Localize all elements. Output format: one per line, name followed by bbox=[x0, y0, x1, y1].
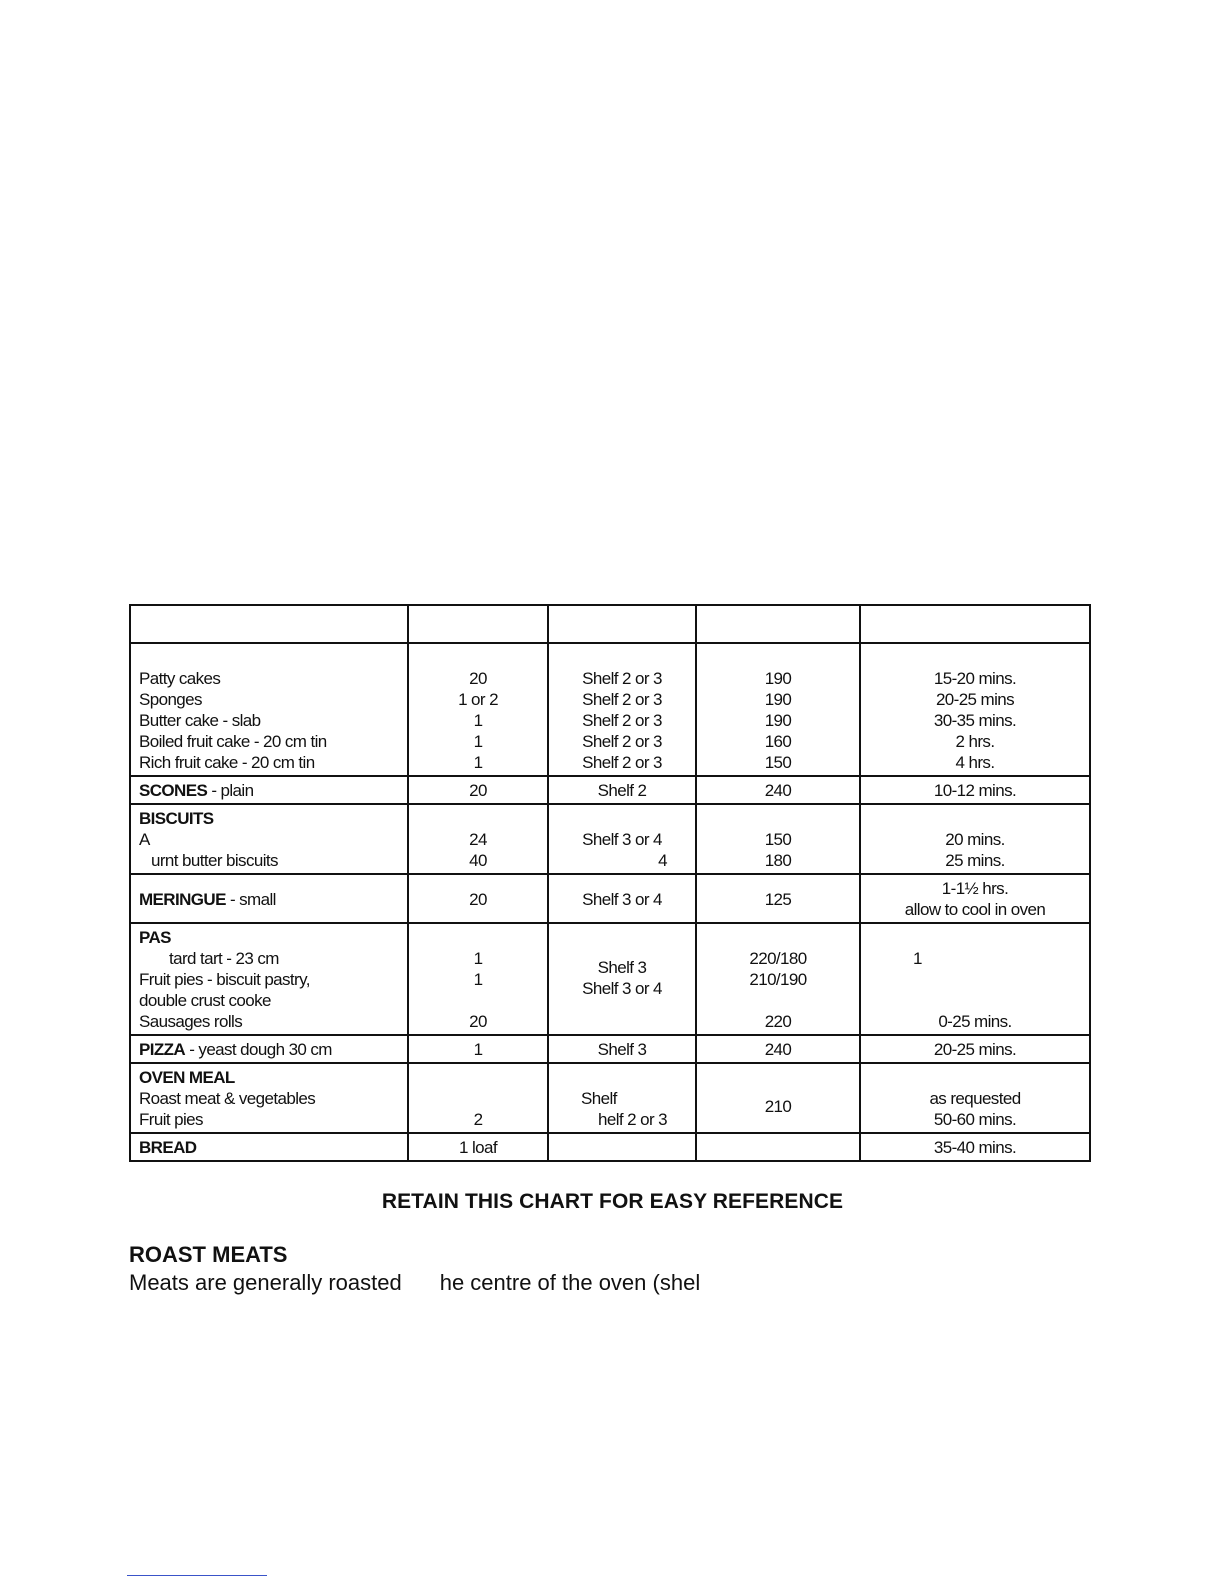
cakes-temp: 190 bbox=[764, 711, 792, 730]
cakes-shelf: Shelf 2 or 3 bbox=[582, 753, 662, 772]
oven-meal-temp: 210 bbox=[696, 1063, 860, 1133]
pastry-time bbox=[869, 990, 1081, 1011]
oven-meal-time: as requested bbox=[929, 1089, 1021, 1108]
bread-food-cell bbox=[130, 1133, 408, 1161]
pastry-item: tard tart - 23 cm bbox=[169, 949, 279, 968]
biscuits-temp: 180 bbox=[764, 851, 792, 870]
table-row-bread bbox=[130, 1133, 1090, 1161]
oven-meal-qty-cell bbox=[408, 1063, 548, 1133]
cakes-time: 20-25 mins bbox=[935, 690, 1015, 709]
biscuits-time: 25 mins. bbox=[945, 851, 1005, 870]
scones-time: 10-12 mins. bbox=[860, 776, 1090, 804]
meringue-title: MERINGUE bbox=[139, 889, 226, 909]
pizza-suffix: - yeast dough 30 cm bbox=[185, 1040, 332, 1059]
cakes-item: Rich fruit cake - 20 cm tin bbox=[139, 753, 315, 772]
biscuits-item: urnt butter biscuits bbox=[151, 851, 278, 870]
bread-shelf bbox=[548, 1133, 696, 1161]
header-row bbox=[130, 605, 1090, 643]
biscuits-food-cell bbox=[130, 804, 408, 874]
cakes-item: Sponges bbox=[139, 690, 202, 709]
table-row-meringue bbox=[130, 874, 1090, 923]
cakes-qty-cell bbox=[408, 643, 548, 776]
cakes-time: 2 hrs. bbox=[955, 732, 995, 751]
biscuits-time-cell bbox=[860, 804, 1090, 874]
pizza-shelf: Shelf 3 bbox=[548, 1035, 696, 1063]
header-cell-time bbox=[860, 605, 1090, 643]
table-row-cakes bbox=[130, 643, 1090, 776]
bread-qty: 1 loaf bbox=[408, 1133, 548, 1161]
pastry-temp: 220 bbox=[764, 1012, 792, 1031]
meringue-qty: 20 bbox=[408, 874, 548, 923]
cakes-time-cell bbox=[860, 643, 1090, 776]
cakes-temp: 190 bbox=[764, 690, 792, 709]
roast-text-part-b: he centre of the oven (shel bbox=[439, 1270, 701, 1295]
roast-meats-paragraph bbox=[129, 1270, 700, 1296]
pastry-qty: 20 bbox=[469, 1012, 487, 1031]
oven-meal-shelf: helf 2 or 3 bbox=[597, 1110, 667, 1129]
biscuits-title: BISCUITS bbox=[139, 809, 214, 828]
biscuits-shelf: Shelf 3 or 4 bbox=[582, 830, 662, 849]
roast-text-part-a: Meats are generally roasted bbox=[129, 1270, 402, 1295]
cakes-shelf-cell bbox=[548, 643, 696, 776]
oven-meal-item: Roast meat & vegetables bbox=[139, 1089, 316, 1108]
cakes-temp: 160 bbox=[764, 732, 792, 751]
pastry-time: 1 bbox=[913, 949, 922, 968]
header-cell-food bbox=[130, 605, 408, 643]
retain-chart-note: RETAIN THIS CHART FOR EASY REFERENCE bbox=[381, 1190, 844, 1213]
meringue-temp: 125 bbox=[696, 874, 860, 923]
cakes-shelf: Shelf 2 or 3 bbox=[582, 690, 662, 709]
oven-meal-time: 50-60 mins. bbox=[933, 1110, 1017, 1129]
pizza-title: PIZZA bbox=[139, 1040, 186, 1059]
oven-meal-shelf-cell bbox=[548, 1063, 696, 1133]
cakes-time: 30-35 mins. bbox=[933, 711, 1017, 730]
pastry-item: double crust cooke bbox=[139, 991, 271, 1010]
biscuits-temp-cell bbox=[696, 804, 860, 874]
scones-suffix: - plain bbox=[207, 781, 254, 800]
biscuits-temp: 150 bbox=[764, 830, 792, 849]
cakes-item: Patty cakes bbox=[139, 669, 221, 688]
pastry-title: PAS bbox=[139, 928, 171, 947]
pizza-temp: 240 bbox=[696, 1035, 860, 1063]
oven-meal-food-cell bbox=[130, 1063, 408, 1133]
pastry-temp: 210/190 bbox=[749, 970, 807, 989]
pastry-temp bbox=[705, 990, 851, 1011]
oven-meal-title: OVEN MEAL bbox=[139, 1068, 235, 1087]
cakes-qty: 1 bbox=[473, 711, 483, 730]
pastry-shelf: Shelf 3 or 4 bbox=[582, 979, 662, 998]
cakes-shelf: Shelf 2 or 3 bbox=[582, 711, 662, 730]
table-row-biscuits bbox=[130, 804, 1090, 874]
scones-food-cell bbox=[130, 776, 408, 804]
biscuits-qty: 40 bbox=[469, 851, 487, 870]
table-row-scones bbox=[130, 776, 1090, 804]
meringue-time-note: allow to cool in oven bbox=[904, 900, 1046, 919]
pastry-food-cell bbox=[130, 923, 408, 1035]
oven-meal-item: Fruit pies bbox=[139, 1110, 203, 1129]
cakes-item: Butter cake - slab bbox=[139, 711, 261, 730]
biscuits-qty: 24 bbox=[469, 830, 487, 849]
meringue-time-cell bbox=[860, 874, 1090, 923]
cakes-temp-cell bbox=[696, 643, 860, 776]
scones-title: SCONES bbox=[139, 781, 208, 800]
roast-meats-heading: ROAST MEATS bbox=[129, 1242, 288, 1267]
cakes-food-cell bbox=[130, 643, 408, 776]
cakes-shelf: Shelf 2 or 3 bbox=[582, 732, 662, 751]
pastry-item: Fruit pies - biscuit pastry, bbox=[139, 970, 310, 989]
header-cell-quantity bbox=[408, 605, 548, 643]
footer-link-underline bbox=[127, 1575, 267, 1576]
table-row-oven-meal bbox=[130, 1063, 1090, 1133]
pizza-food-cell bbox=[130, 1035, 408, 1063]
oven-meal-shelf: Shelf bbox=[581, 1089, 617, 1108]
cakes-qty: 1 bbox=[473, 732, 483, 751]
meringue-time: 1-1½ hrs. bbox=[941, 879, 1009, 898]
pastry-time: 0-25 mins. bbox=[938, 1012, 1012, 1031]
pastry-qty: 1 bbox=[473, 949, 483, 968]
cakes-time: 4 hrs. bbox=[955, 753, 995, 772]
oven-meal-time-cell bbox=[860, 1063, 1090, 1133]
table-row-pizza bbox=[130, 1035, 1090, 1063]
meringue-suffix: - small bbox=[225, 889, 276, 909]
cakes-item: Boiled fruit cake - 20 cm tin bbox=[139, 732, 327, 751]
biscuits-shelf: 4 bbox=[658, 851, 667, 870]
pastry-time bbox=[869, 969, 1081, 990]
scones-qty: 20 bbox=[408, 776, 548, 804]
biscuits-time: 20 mins. bbox=[945, 830, 1005, 849]
pastry-shelf: Shelf 3 bbox=[597, 958, 647, 977]
bread-title: BREAD bbox=[139, 1138, 197, 1157]
pizza-time: 20-25 mins. bbox=[860, 1035, 1090, 1063]
pastry-qty: 1 bbox=[473, 970, 483, 989]
pastry-qty bbox=[417, 990, 539, 1011]
scones-shelf: Shelf 2 bbox=[548, 776, 696, 804]
pastry-temp: 220/180 bbox=[749, 949, 807, 968]
pastry-time-cell bbox=[860, 923, 1090, 1035]
meringue-food-cell bbox=[130, 874, 408, 923]
cakes-qty: 20 bbox=[469, 669, 487, 688]
oven-meal-qty bbox=[417, 1088, 539, 1109]
header-cell-shelf bbox=[548, 605, 696, 643]
cakes-temp: 150 bbox=[764, 753, 792, 772]
cakes-shelf: Shelf 2 or 3 bbox=[582, 669, 662, 688]
cakes-temp: 190 bbox=[764, 669, 792, 688]
biscuits-shelf-cell bbox=[548, 804, 696, 874]
oven-meal-qty: 2 bbox=[473, 1110, 483, 1129]
pastry-item: Sausages rolls bbox=[139, 1012, 243, 1031]
biscuits-item: A bbox=[139, 830, 150, 849]
biscuits-qty-cell bbox=[408, 804, 548, 874]
header-cell-temperature bbox=[696, 605, 860, 643]
pastry-shelf-cell bbox=[548, 923, 696, 1035]
meringue-shelf: Shelf 3 or 4 bbox=[548, 874, 696, 923]
scones-temp: 240 bbox=[696, 776, 860, 804]
bread-time: 35-40 mins. bbox=[860, 1133, 1090, 1161]
pizza-qty: 1 bbox=[408, 1035, 548, 1063]
pastry-qty-cell bbox=[408, 923, 548, 1035]
cakes-qty: 1 or 2 bbox=[458, 690, 498, 709]
bread-temp bbox=[696, 1133, 860, 1161]
table-row-pastry bbox=[130, 923, 1090, 1035]
cakes-qty: 1 bbox=[473, 753, 483, 772]
pastry-temp-cell bbox=[696, 923, 860, 1035]
baking-chart-table bbox=[129, 604, 1091, 1162]
cakes-time: 15-20 mins. bbox=[933, 669, 1017, 688]
